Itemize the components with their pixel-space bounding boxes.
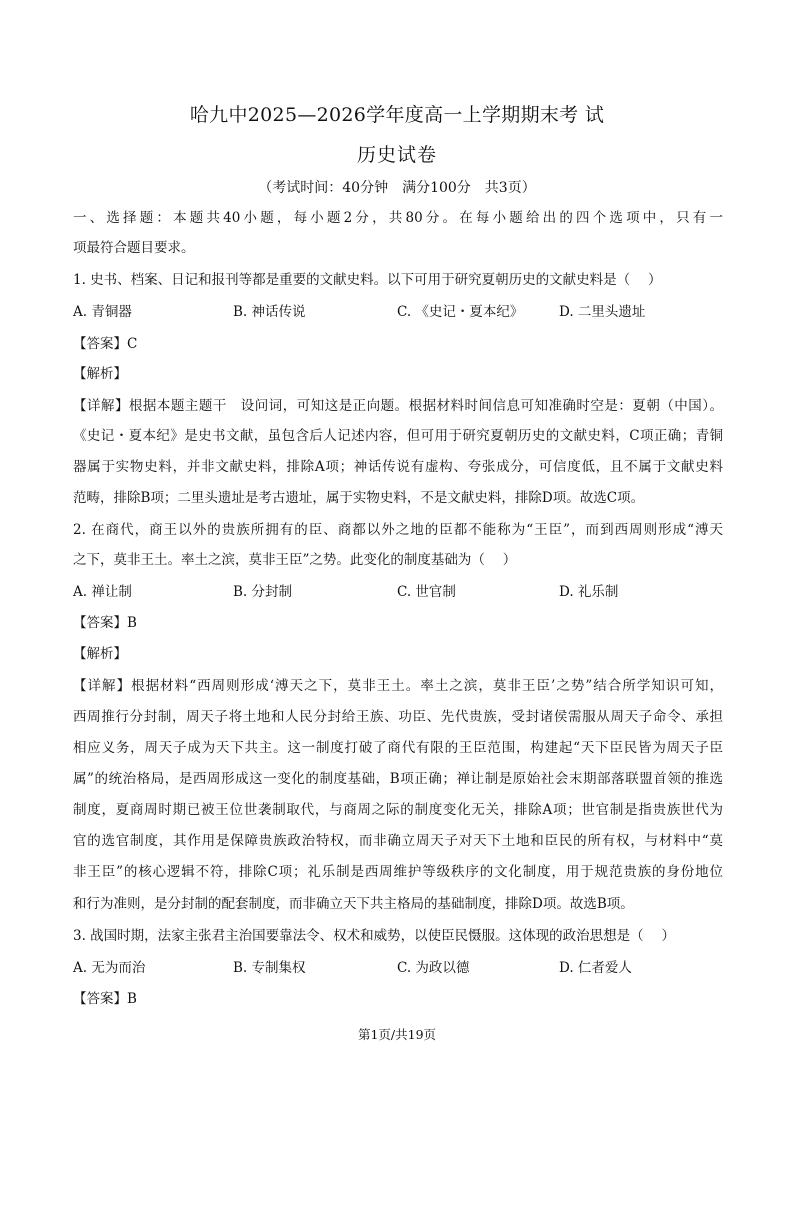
question-2-detail-line-6: 官的选官制度，其作用是保障贵族政治特权，而非确立周天子对天下土地和臣民的所有权，与材料中“莫 xyxy=(73,833,723,849)
exam-subtitle: 历史试卷 xyxy=(356,144,437,166)
section-instructions-line-1: 一、选择题：本题共40小题，每小题2分，共80分。在每小题给出的四个选项中，只有一 xyxy=(73,210,723,226)
exam-info: （考试时间：40分钟 满分100分 共3页） xyxy=(258,180,536,196)
question-2-option-c: C. 世官制 xyxy=(397,584,456,600)
question-1-option-b: B. 神话传说 xyxy=(233,304,306,320)
question-3-option-b: B. 专制集权 xyxy=(233,960,306,976)
question-2-answer: 【答案】B xyxy=(73,615,137,631)
question-1-stem: 1. 史书、档案、日记和报刊等都是重要的文献史料。以下可用于研究夏朝历史的文献史料是（ ） xyxy=(73,272,662,288)
question-2-detail-line-1: 【详解】根据材料“西周则形成‘溥天之下，莫非王土。率土之滨，莫非王臣’之势”结合所学知识可知， xyxy=(73,678,723,694)
question-3-option-c: C. 为政以德 xyxy=(397,960,470,976)
question-3-answer: 【答案】B xyxy=(73,991,137,1007)
page-number: 第1页/共19页 xyxy=(357,1027,437,1042)
question-2-option-b: B. 分封制 xyxy=(233,584,293,600)
question-1-option-d: D. 二里头遗址 xyxy=(559,304,646,320)
question-3-option-a: A. 无为而治 xyxy=(73,960,146,976)
question-2-detail-line-7: 非王臣”的核心逻辑不符，排除C项；礼乐制是西周维护等级秩序的文化制度，用于规范贵族的身份地位 xyxy=(73,864,723,880)
question-2-detail-line-8: 和行为准则，是分封制的配套制度，而非确立天下共主格局的基础制度，排除D项。故选B项。 xyxy=(73,896,634,912)
question-3-option-d: D. 仁者爱人 xyxy=(559,960,632,976)
question-1-detail-line-4: 范畴，排除B项；二里头遗址是考古遗址，属于实物史料，不是文献史料，排除D项。故选C项。 xyxy=(73,490,645,506)
question-2-option-d: D. 礼乐制 xyxy=(559,584,619,600)
question-2-detail-line-2: 西周推行分封制，周天子将土地和人民分封给王族、功臣、先代贵族，受封诸侯需服从周天子命令、承担 xyxy=(73,709,723,725)
question-1-option-c: C. 《史记・夏本纪》 xyxy=(397,304,524,320)
question-2-analysis-label: 【解析】 xyxy=(73,646,127,662)
question-1-detail-line-1: 【详解】根据本题主题干 设问词，可知这是正向题。根据材料时间信息可知准确时空是：夏朝（中国）。 xyxy=(73,398,723,414)
exam-title: 哈九中2025—2026学年度高一上学期期末考 试 xyxy=(189,104,605,126)
question-2-stem-line-1: 2. 在商代，商王以外的贵族所拥有的臣、商都以外之地的臣都不能称为“王臣”，而到西周则形成“溥天 xyxy=(73,522,723,538)
question-3-stem: 3. 战国时期，法家主张君主治国要靠法令、权术和威势，以使臣民慑服。这体现的政治思想是（ ） xyxy=(73,928,675,944)
section-instructions-line-2: 项最符合题目要求。 xyxy=(73,240,195,256)
question-2-detail-line-5: 制度，夏商周时期已被王位世袭制取代，与商周之际的制度变化无关，排除A项；世官制是指贵族世代为 xyxy=(73,802,723,818)
question-1-detail-line-2: 《史记・夏本纪》是史书文献，虽包含后人记述内容，但可用于研究夏朝历史的文献史料，C项正确；青铜 xyxy=(73,428,723,444)
question-1-analysis-label: 【解析】 xyxy=(73,366,127,382)
question-2-stem-line-2: 之下，莫非王土。率土之滨，莫非王臣”之势。此变化的制度基础为（ ） xyxy=(73,552,517,568)
question-2-detail-line-3: 相应义务，周天子成为天下共主。这一制度打破了商代有限的王臣范围，构建起“天下臣民皆为周天子臣 xyxy=(73,740,723,756)
question-1-detail-line-3: 器属于实物史料，并非文献史料，排除A项；神话传说有虚构、夸张成分，可信度低，且不属于文献史料 xyxy=(73,459,723,475)
question-2-detail-line-4: 属”的统治格局，是西周形成这一变化的制度基础，B项正确；禅让制是原始社会末期部落联盟首领的推选 xyxy=(73,771,723,787)
question-1-answer: 【答案】C xyxy=(73,336,138,352)
question-2-option-a: A. 禅让制 xyxy=(73,584,132,600)
question-1-option-a: A. 青铜器 xyxy=(73,304,132,320)
